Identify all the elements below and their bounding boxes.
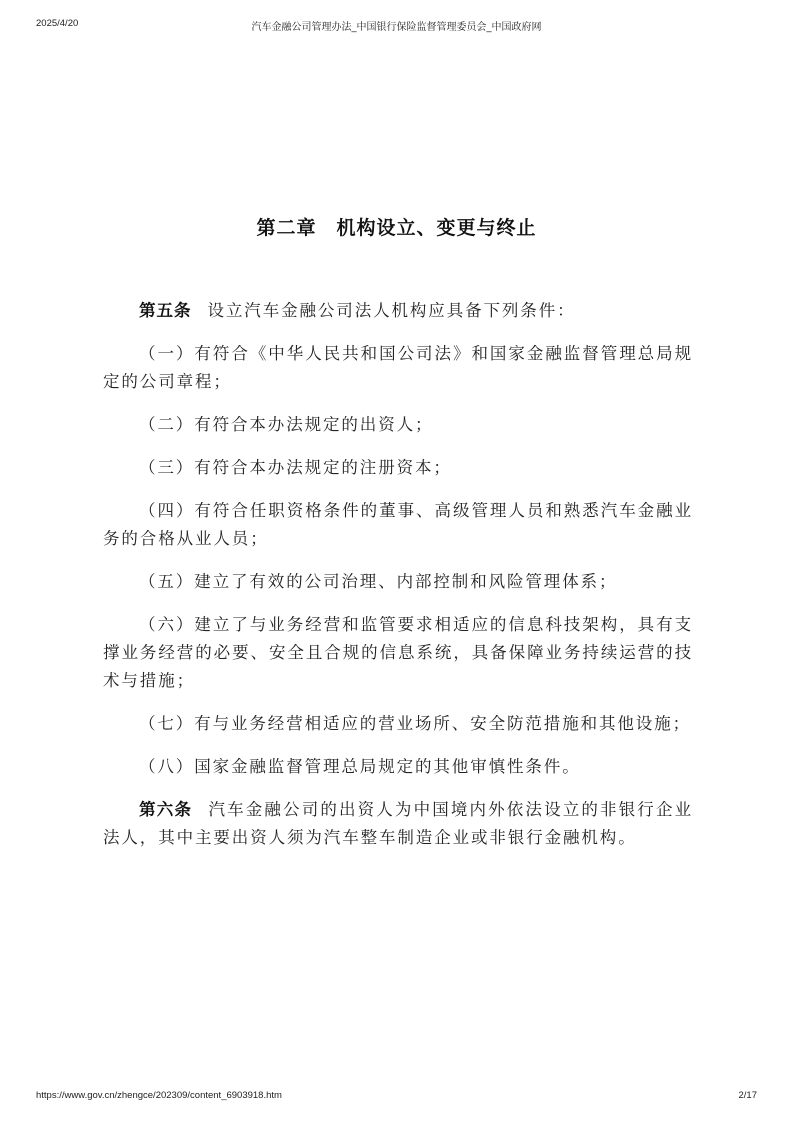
article-5-item-7: （七）有与业务经营相适应的营业场所、安全防范措施和其他设施； bbox=[139, 714, 691, 733]
footer-page-number: 2/17 bbox=[738, 1090, 757, 1101]
document-body bbox=[103, 297, 693, 867]
article-5-text: 设立汽车金融公司法人机构应具备下列条件： bbox=[207, 301, 576, 320]
header-date: 2025/4/20 bbox=[36, 18, 79, 29]
footer-url[interactable]: https://www.gov.cn/zhengce/202309/content_6903918.htm bbox=[36, 1090, 282, 1101]
article-5-intro bbox=[103, 297, 693, 325]
chapter-heading: 第二章 机构设立、变更与终止 bbox=[256, 217, 537, 239]
article-6 bbox=[103, 796, 693, 852]
article-5-item-1: （一）有符合《中华人民共和国公司法》和国家金融监督管理总局规定的公司章程； bbox=[103, 344, 693, 391]
article-5-item-5: （五）建立了有效的公司治理、内部控制和风险管理体系； bbox=[139, 572, 618, 591]
article-5-item-6: （六）建立了与业务经营和监管要求相适应的信息科技架构，具有支撑业务经营的必要、安全且合规的信息系统，具备保障业务持续运营的技术与措施； bbox=[103, 615, 693, 690]
article-5-item-3: （三）有符合本办法规定的注册资本； bbox=[139, 458, 452, 477]
article-5-item-4: （四）有符合任职资格条件的董事、高级管理人员和熟悉汽车金融业务的合格从业人员； bbox=[103, 501, 693, 548]
article-6-label: 第六条 bbox=[139, 800, 193, 819]
article-5-item-8: （八）国家金融监督管理总局规定的其他审慎性条件。 bbox=[139, 757, 581, 776]
article-5-item-2: （二）有符合本办法规定的出资人； bbox=[139, 415, 434, 434]
article-6-text: 汽车金融公司的出资人为中国境内外依法设立的非银行企业法人，其中主要出资人须为汽车整车制造企业或非银行金融机构。 bbox=[103, 800, 693, 847]
header-title: 汽车金融公司管理办法_中国银行保险监督管理委员会_中国政府网 bbox=[251, 22, 542, 33]
article-5-label: 第五条 bbox=[139, 301, 192, 320]
